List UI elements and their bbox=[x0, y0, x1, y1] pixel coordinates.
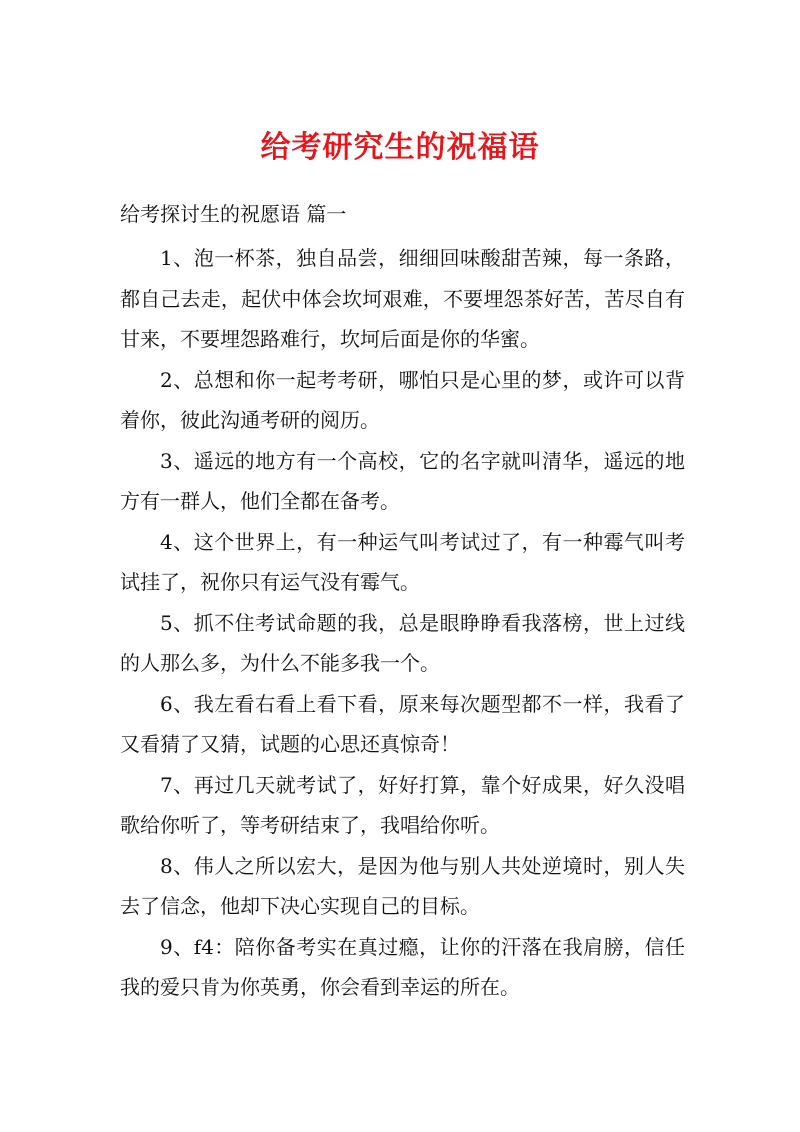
paragraph-6: 6、我左看右看上看下看，原来每次题型都不一样，我看了又看猜了又猜，试题的心思还真惊奇！ bbox=[120, 691, 685, 756]
paragraph-5: 5、抓不住考试命题的我，总是眼睁睁看我落榜，世上过线的人那么多，为什么不能多我一个。 bbox=[120, 610, 685, 675]
section-heading: 给考探讨生的祝愿语 篇一 bbox=[120, 202, 347, 226]
document-body bbox=[120, 238, 685, 1008]
paragraph-1: 1、泡一杯茶，独自品尝，细细回味酸甜苦辣，每一条路，都自己去走，起伏中体会坎坷艰难，不要埋怨茶好苦，苦尽自有甘来，不要埋怨路难行，坎坷后面是你的华蜜。 bbox=[120, 246, 685, 351]
paragraph-7: 7、再过几天就考试了，好好打算，靠个好成果，好久没唱歌给你听了，等考研结束了，我唱给你听。 bbox=[120, 772, 685, 837]
document-title: 给考研究生的祝福语 bbox=[260, 130, 540, 165]
paragraph-3: 3、遥远的地方有一个高校，它的名字就叫清华，遥远的地方有一群人，他们全都在备考。 bbox=[120, 448, 685, 513]
paragraph-4: 4、这个世界上，有一种运气叫考试过了，有一种霉气叫考试挂了，祝你只有运气没有霉气。 bbox=[120, 529, 685, 594]
paragraph-8: 8、伟人之所以宏大，是因为他与别人共处逆境时，别人失去了信念，他却下决心实现自己的目标。 bbox=[120, 853, 685, 918]
paragraph-2: 2、总想和你一起考考研，哪怕只是心里的梦，或许可以背着你，彼此沟通考研的阅历。 bbox=[120, 367, 685, 432]
paragraph-9: 9、f4：陪你备考实在真过瘾，让你的汗落在我肩膀，信任我的爱只肯为你英勇，你会看到幸运的所在。 bbox=[120, 934, 685, 999]
